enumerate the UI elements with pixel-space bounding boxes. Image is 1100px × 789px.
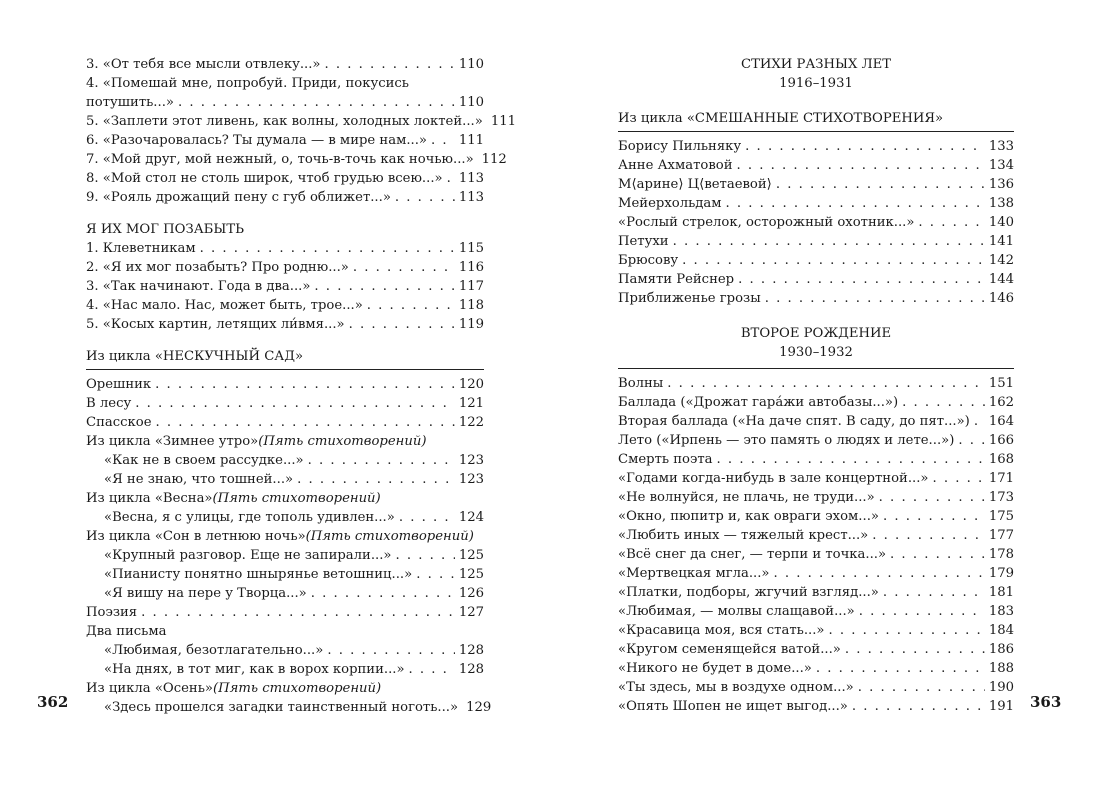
leader-dots: [409, 660, 455, 679]
toc-page-number: 146: [988, 291, 1014, 306]
toc-entry: [618, 137, 1014, 156]
leader-dots: [395, 188, 455, 207]
toc-entry-title: «Крупный разговор. Еще не запирали...»: [104, 548, 392, 563]
leader-dots: [416, 565, 455, 584]
toc-page-number: 110: [458, 57, 484, 72]
toc-entry-title: 3. «Так начинают. Года в два...»: [86, 279, 311, 294]
leader-dots: [890, 545, 985, 564]
toc-entry-title: 8. «Мой стол не столь широк, чтоб грудью всею...»: [86, 171, 443, 186]
toc-entry: [86, 546, 484, 565]
toc-page-number: 126: [458, 586, 484, 601]
toc-page-number: 162: [988, 395, 1014, 410]
leader-dots: [737, 156, 985, 175]
leader-dots: [311, 584, 455, 603]
toc-entry: [618, 270, 1014, 289]
toc-entry: [86, 565, 484, 584]
leader-dots: [776, 175, 985, 194]
toc-entry: [618, 232, 1014, 251]
toc-entry: [618, 251, 1014, 270]
toc-entry: [618, 450, 1014, 469]
toc-section-heading: Я ИХ МОГ ПОЗАБЫТЬ: [86, 222, 245, 237]
toc-entry-title: «Никого не будет в доме...»: [618, 661, 812, 676]
toc-entry: [618, 374, 1014, 393]
toc-page-number: 122: [458, 415, 484, 430]
toc-entry: [86, 315, 484, 334]
leader-dots: [879, 488, 985, 507]
leader-dots: [200, 239, 455, 258]
toc-entry: [86, 660, 484, 679]
section-title: СТИХИ РАЗНЫХ ЛЕТ: [740, 57, 892, 72]
toc-entry: [86, 131, 484, 150]
leader-dots: [872, 526, 985, 545]
toc-page-number: 115: [458, 241, 484, 256]
toc-entry: [86, 489, 484, 508]
toc-entry: [86, 584, 484, 603]
toc-entry: [618, 678, 1014, 697]
toc-entry-title: «Годами когда-нибудь в зале концертной...»: [618, 471, 929, 486]
toc-entry: [86, 508, 484, 527]
toc-page-number: 128: [458, 662, 484, 677]
leader-dots: [141, 603, 455, 622]
toc-page-number: 117: [458, 279, 484, 294]
toc-entry-title: 2. «Я их мог позабыть? Про родню...»: [86, 260, 349, 275]
toc-entry-title: 5. «Косых картин, летящих ли́вмя...»: [86, 317, 345, 332]
toc-entry-title: «Мертвецкая мгла...»: [618, 566, 770, 581]
toc-entry-title: Из цикла «Весна»: [86, 491, 213, 506]
leader-dots: [667, 374, 985, 393]
section-title: ВТОРОЕ РОЖДЕНИЕ: [740, 326, 892, 341]
left-page-toc: [86, 55, 516, 717]
leader-dots: [859, 602, 985, 621]
toc-entry: [86, 74, 484, 93]
toc-entry-title: «Ты здесь, мы в воздухе одном...»: [618, 680, 854, 695]
toc-entry: [86, 112, 516, 131]
leader-dots: [178, 93, 455, 112]
toc-page-number: 138: [988, 196, 1014, 211]
toc-entry: [86, 296, 484, 315]
toc-entry-title: Анне Ахматовой: [618, 158, 733, 173]
toc-entry: [86, 188, 484, 207]
leader-dots: [858, 678, 985, 697]
leader-dots: [738, 270, 985, 289]
toc-page-number: 119: [458, 317, 484, 332]
toc-page-number: 186: [988, 642, 1014, 657]
toc-entry-title: Баллада («Дрожат гара́жи автобазы...»): [618, 395, 899, 410]
toc-entry-title: Борису Пильняку: [618, 139, 742, 154]
leader-dots: [883, 583, 985, 602]
toc-page-number: 188: [988, 661, 1014, 676]
toc-page-number: 124: [458, 510, 484, 525]
leader-dots: [828, 621, 984, 640]
toc-entry-title: Брюсову: [618, 253, 679, 268]
toc-entry: [86, 698, 492, 717]
leader-dots: [774, 564, 985, 583]
toc-entry-title: 4. «Нас мало. Нас, может быть, трое...»: [86, 298, 363, 313]
leader-dots: [745, 137, 985, 156]
toc-entry: [618, 640, 1014, 659]
leader-dots: [367, 296, 455, 315]
toc-entry: [618, 526, 1014, 545]
toc-page-number: 183: [988, 604, 1014, 619]
toc-entry-title: «Любить иных — тяжелый крест...»: [618, 528, 869, 543]
toc-entry-title: «Здесь прошелся загадки таинственный ноготь...»: [104, 700, 459, 715]
toc-entry: [618, 488, 1014, 507]
toc-entry: [86, 527, 484, 546]
toc-entry-title: 7. «Мой друг, мой нежный, о, точь-в-точь как ночью...»: [86, 152, 474, 167]
toc-entry: [86, 451, 484, 470]
toc-page-number: 173: [988, 490, 1014, 505]
toc-entry: [618, 194, 1014, 213]
toc-entry-title: 1. Клеветникам: [86, 241, 196, 256]
toc-page-number: 112: [481, 152, 507, 167]
toc-page-number: 116: [458, 260, 484, 275]
leader-dots: [902, 393, 985, 412]
toc-page-number: 129: [466, 700, 492, 715]
toc-entry-subtitle: (Пять стихотворений): [305, 529, 474, 544]
toc-entry: [618, 545, 1014, 564]
leader-dots: [765, 289, 985, 308]
toc-section-heading: Из цикла «НЕСКУЧНЫЙ САД»: [86, 349, 304, 364]
toc-entry-title: Два письма: [86, 624, 167, 639]
toc-entry-title: Из цикла «Сон в летнюю ночь»: [86, 529, 306, 544]
toc-entry-title: потушить...»: [86, 95, 174, 110]
toc-entry-title: М⟨арине⟩ Ц⟨ветаевой⟩: [618, 177, 772, 192]
toc-entry-subtitle: (Пять стихотворений): [258, 434, 427, 449]
toc-entry-title: Смерть поэта: [618, 452, 713, 467]
toc-entry-title: «Любимая, — молвы слащавой...»: [618, 604, 855, 619]
leader-dots: [297, 470, 455, 489]
toc-page-number: 134: [988, 158, 1014, 173]
toc-entry-title: 5. «Заплети этот ливень, как волны, холодных локтей...»: [86, 114, 483, 129]
toc-page-number: 120: [458, 377, 484, 392]
toc-entry-title: «Опять Шопен не ищет выгод...»: [618, 699, 848, 714]
leader-dots: [314, 277, 454, 296]
toc-entry: [86, 55, 484, 74]
toc-entry-title: Мейерхольдам: [618, 196, 722, 211]
toc-page-number: 179: [988, 566, 1014, 581]
right-page-toc: [618, 55, 1014, 716]
leader-dots: [845, 640, 985, 659]
toc-entry-title: «Платки, подборы, жгучий взгляд...»: [618, 585, 879, 600]
leader-dots: [918, 213, 984, 232]
toc-page-number: 168: [988, 452, 1014, 467]
toc-page-number: 175: [988, 509, 1014, 524]
leader-dots: [447, 169, 455, 188]
toc-entry: [86, 470, 484, 489]
leader-dots: [308, 451, 455, 470]
toc-entry: [618, 431, 1014, 450]
toc-page-number: 171: [988, 471, 1014, 486]
toc-page-number: 141: [988, 234, 1014, 249]
toc-page-number: 142: [988, 253, 1014, 268]
toc-entry: [618, 507, 1014, 526]
toc-page-number: 113: [458, 190, 484, 205]
toc-entry: [86, 603, 484, 622]
toc-entry: [86, 432, 484, 451]
divider: [86, 369, 484, 370]
toc-entry-title: Памяти Рейснер: [618, 272, 735, 287]
toc-entry: [618, 175, 1014, 194]
toc-page-number: 133: [988, 139, 1014, 154]
toc-entry: [86, 169, 484, 188]
toc-entry-subtitle: (Пять стихотворений): [212, 491, 381, 506]
page-number-left: 362: [37, 693, 69, 711]
toc-entry-title: Петухи: [618, 234, 669, 249]
toc-entry: [86, 93, 484, 112]
toc-entry-title: «Окно, пюпитр и, как овраги эхом...»: [618, 509, 879, 524]
toc-entry-title: «Рослый стрелок, осторожный охотник...»: [618, 215, 915, 230]
toc-entry: [86, 622, 484, 641]
toc-entry: [618, 583, 1014, 602]
toc-entry-title: «Пианисту понятно шнырянье ветошниц...»: [104, 567, 413, 582]
toc-entry-title: Из цикла «Зимнее утро»: [86, 434, 259, 449]
toc-page-number: 128: [458, 643, 484, 658]
toc-page-number: 127: [458, 605, 484, 620]
leader-dots: [399, 508, 455, 527]
toc-entry: [86, 375, 484, 394]
toc-entry: [618, 289, 1014, 308]
toc-entry: [86, 258, 484, 277]
toc-entry-title: «Кругом семенящейся ватой...»: [618, 642, 841, 657]
toc-page-number: 140: [988, 215, 1014, 230]
toc-entry: [86, 277, 484, 296]
toc-page-number: 181: [988, 585, 1014, 600]
toc-entry: [86, 641, 484, 660]
section-years: 1916–1931: [779, 76, 853, 91]
leader-dots: [974, 412, 985, 431]
toc-entry-title: «Всё снег да снег, — терпи и точка...»: [618, 547, 887, 562]
toc-page-number: 118: [458, 298, 484, 313]
toc-page-number: 177: [988, 528, 1014, 543]
toc-entry-title: Из цикла «Осень»: [86, 681, 213, 696]
leader-dots: [349, 315, 455, 334]
toc-entry-title: Спасское: [86, 415, 152, 430]
toc-page-number: 123: [458, 453, 484, 468]
toc-entry-title: Орешник: [86, 377, 152, 392]
toc-page-number: 144: [988, 272, 1014, 287]
leader-dots: [327, 641, 455, 660]
toc-entry-title: Волны: [618, 376, 664, 391]
toc-entry-title: Лето («Ирпень — это память о людях и лете...»): [618, 433, 955, 448]
divider: [618, 131, 1014, 132]
leader-dots: [155, 375, 455, 394]
toc-page-number: 178: [988, 547, 1014, 562]
leader-dots: [431, 131, 455, 150]
toc-entry-title: «Я вишу на пере у Творца...»: [104, 586, 307, 601]
toc-entry-title: В лесу: [86, 396, 132, 411]
toc-page-number: 191: [988, 699, 1014, 714]
toc-entry: [618, 621, 1014, 640]
leader-dots: [396, 546, 455, 565]
toc-page-number: 111: [458, 133, 484, 148]
toc-entry-title: Поэзия: [86, 605, 138, 620]
toc-entry: [618, 213, 1014, 232]
toc-entry-title: Вторая баллада («На даче спят. В саду, до пят...»): [618, 414, 970, 429]
leader-dots: [156, 413, 455, 432]
leader-dots: [852, 697, 985, 716]
toc-entry: [86, 413, 484, 432]
leader-dots: [717, 450, 985, 469]
toc-entry-title: «Как не в своем рассудке...»: [104, 453, 304, 468]
toc-entry-title: «Весна, я с улицы, где тополь удивлен...»: [104, 510, 395, 525]
toc-page-number: 190: [988, 680, 1014, 695]
toc-entry-title: Приближенье грозы: [618, 291, 761, 306]
toc-entry-title: «На днях, в тот миг, как в ворох корпии...»: [104, 662, 405, 677]
leader-dots: [135, 394, 455, 413]
toc-entry: [618, 412, 1014, 431]
toc-entry: [618, 393, 1014, 412]
leader-dots: [682, 251, 985, 270]
toc-page-number: 136: [988, 177, 1014, 192]
leader-dots: [958, 431, 984, 450]
toc-entry-title: «Я не знаю, что тошней...»: [104, 472, 294, 487]
divider: [618, 368, 1014, 369]
toc-page-number: 125: [458, 548, 484, 563]
toc-page-number: 164: [988, 414, 1014, 429]
toc-page-number: 125: [458, 567, 484, 582]
leader-dots: [726, 194, 985, 213]
toc-page-number: 111: [490, 114, 516, 129]
toc-page-number: 110: [458, 95, 484, 110]
toc-entry-title: 4. «Помешай мне, попробуй. Приди, покусись: [86, 76, 409, 91]
cycle-heading: Из цикла «СМЕШАННЫЕ СТИХОТВОРЕНИЯ»: [618, 111, 944, 126]
toc-entry: [618, 659, 1014, 678]
section-years: 1930–1932: [779, 345, 853, 360]
toc-page-number: 121: [458, 396, 484, 411]
toc-entry: [86, 679, 484, 698]
toc-entry-title: «Не волнуйся, не плачь, не труди...»: [618, 490, 875, 505]
toc-entry: [618, 602, 1014, 621]
leader-dots: [324, 55, 454, 74]
toc-entry-title: 3. «От тебя все мысли отвлеку...»: [86, 57, 321, 72]
leader-dots: [673, 232, 985, 251]
toc-entry-title: «Любимая, безотлагательно...»: [104, 643, 324, 658]
toc-entry-subtitle: (Пять стихотворений): [212, 681, 382, 696]
toc-page-number: 151: [988, 376, 1014, 391]
toc-entry: [618, 156, 1014, 175]
leader-dots: [932, 469, 984, 488]
toc-entry-title: «Красавица моя, вся стать...»: [618, 623, 825, 638]
toc-entry: [618, 564, 1014, 583]
toc-page-number: 184: [988, 623, 1014, 638]
toc-entry-title: 6. «Разочаровалась? Ты думала — в мире нам...»: [86, 133, 427, 148]
toc-page-number: 123: [458, 472, 484, 487]
leader-dots: [816, 659, 985, 678]
toc-page-number: 166: [988, 433, 1014, 448]
page-number-right: 363: [1030, 693, 1062, 711]
toc-entry: [86, 239, 484, 258]
toc-entry-title: 9. «Рояль дрожащий пену с губ оближет...»: [86, 190, 391, 205]
toc-entry: [86, 150, 507, 169]
toc-entry: [86, 394, 484, 413]
leader-dots: [353, 258, 455, 277]
toc-entry: [618, 697, 1014, 716]
toc-entry: [618, 469, 1014, 488]
leader-dots: [883, 507, 985, 526]
toc-page-number: 113: [458, 171, 484, 186]
